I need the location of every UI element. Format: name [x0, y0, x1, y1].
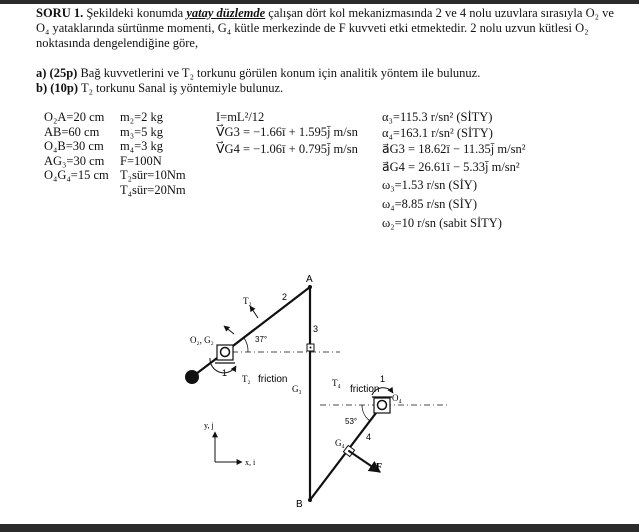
angle-arc-37: [244, 338, 248, 352]
label-t2-bottom: T₂: [242, 374, 251, 384]
given-length: O₄G₄=15 cm: [44, 168, 109, 182]
question-number: SORU 1.: [36, 6, 84, 20]
bottom-border: [0, 524, 639, 532]
omega2: ω₂=10 r/sn (sabit SİTY): [382, 216, 502, 230]
torque-t2-arrow: [250, 306, 258, 318]
label-t4: T₄: [332, 378, 341, 388]
velocity-g4: V⃗G4 = −1.06ī + 0.795j̄ m/sn: [216, 141, 358, 156]
part-b-label: b) (10p): [36, 81, 79, 95]
link-label-3: 3: [313, 324, 319, 334]
label-o2-g2: O₂, G₂: [190, 335, 214, 345]
pin-o2: [221, 348, 230, 357]
accel-g4: a⃗G4 = 26.61ī − 5.33j̄ m/sn²: [382, 160, 520, 174]
label-force-f: F: [376, 462, 383, 473]
intro-text-b: çalışan dört kol mekanizmasında 2 ve 4 nolu uzuvlara sırasıyla O₂ ve O₄ yataklarında sürtünme momenti, G₄ kütle merkezinde de F kuvveti etki etmektedir. 2 nolu uzvun kütlesi O₂ noktasında dengelendiğine göre,: [36, 6, 614, 50]
link-label-4: 4: [366, 432, 372, 442]
given-torque: T₂sür=10Nm: [120, 168, 186, 182]
pin-o4: [378, 401, 387, 410]
label-g3: G₃: [292, 384, 302, 394]
label-t2-top: T₂: [243, 296, 252, 306]
label-a: A: [306, 274, 313, 285]
alpha3: α₃=115.3 r/sn² (SİTY): [382, 110, 493, 124]
friction-label-o4: friction: [350, 384, 380, 395]
angle-label-37: 37°: [255, 335, 268, 344]
axis-label-x: x, i: [245, 458, 256, 467]
intro-emphasis: yatay düzlemde: [186, 6, 266, 20]
label-o4: O₄: [392, 393, 402, 403]
velocity-g3: V⃗G3 = −1.66ī + 1.595j̄ m/sn: [216, 124, 358, 139]
given-torque: T₄sür=20Nm: [120, 182, 186, 197]
link-label-1b: 1: [380, 374, 386, 384]
inertia-formula: I=mL²/12: [216, 110, 265, 124]
part-a-text: Bağ kuvvetlerini ve T₂ torkunu görülen konum için analitik yöntem ile bulunuz.: [80, 66, 481, 80]
link-2: [225, 287, 310, 352]
label-g4: G₄: [335, 438, 345, 448]
angle-label-53: 53°: [345, 417, 358, 426]
axis-label-y: y, j: [204, 421, 214, 430]
pin-a: [308, 285, 312, 289]
angle-arc-53: [362, 405, 370, 421]
label-b: B: [296, 499, 303, 510]
part-a-label: a) (25p): [36, 66, 78, 80]
omega4: ω₄=8.85 r/sn (SİY): [382, 197, 477, 211]
given-mass: m₃=5 kg: [120, 124, 164, 139]
accel-g3: a⃗G3 = 18.62ī − 11.35j̄ m/sn²: [382, 142, 526, 156]
intro-text-a: Şekildeki konumda: [86, 6, 184, 20]
torque-arrow: [224, 326, 234, 334]
link-label-1: 1: [222, 368, 228, 378]
given-length: AB=60 cm: [44, 124, 100, 139]
omega3: ω₃=1.53 r/sn (SİY): [382, 178, 477, 192]
given-length: O₄B=30 cm: [44, 139, 104, 153]
given-mass: m₂=2 kg: [120, 110, 164, 124]
part-b-text: T₂ torkunu Sanal iş yöntemiyle bulunuz.: [80, 81, 284, 95]
given-length: AG₃=30 cm: [44, 153, 105, 168]
alpha4: α₄=163.1 r/sn² (SİTY): [382, 126, 493, 140]
given-force: F=100N: [120, 153, 162, 168]
link-label-2: 2: [282, 292, 288, 302]
pin-b: [308, 498, 312, 502]
given-mass: m₄=3 kg: [120, 139, 164, 153]
friction-label-o2: friction: [258, 374, 288, 385]
balance-mass: [185, 370, 199, 384]
given-length: O₂A=20 cm: [44, 110, 105, 124]
